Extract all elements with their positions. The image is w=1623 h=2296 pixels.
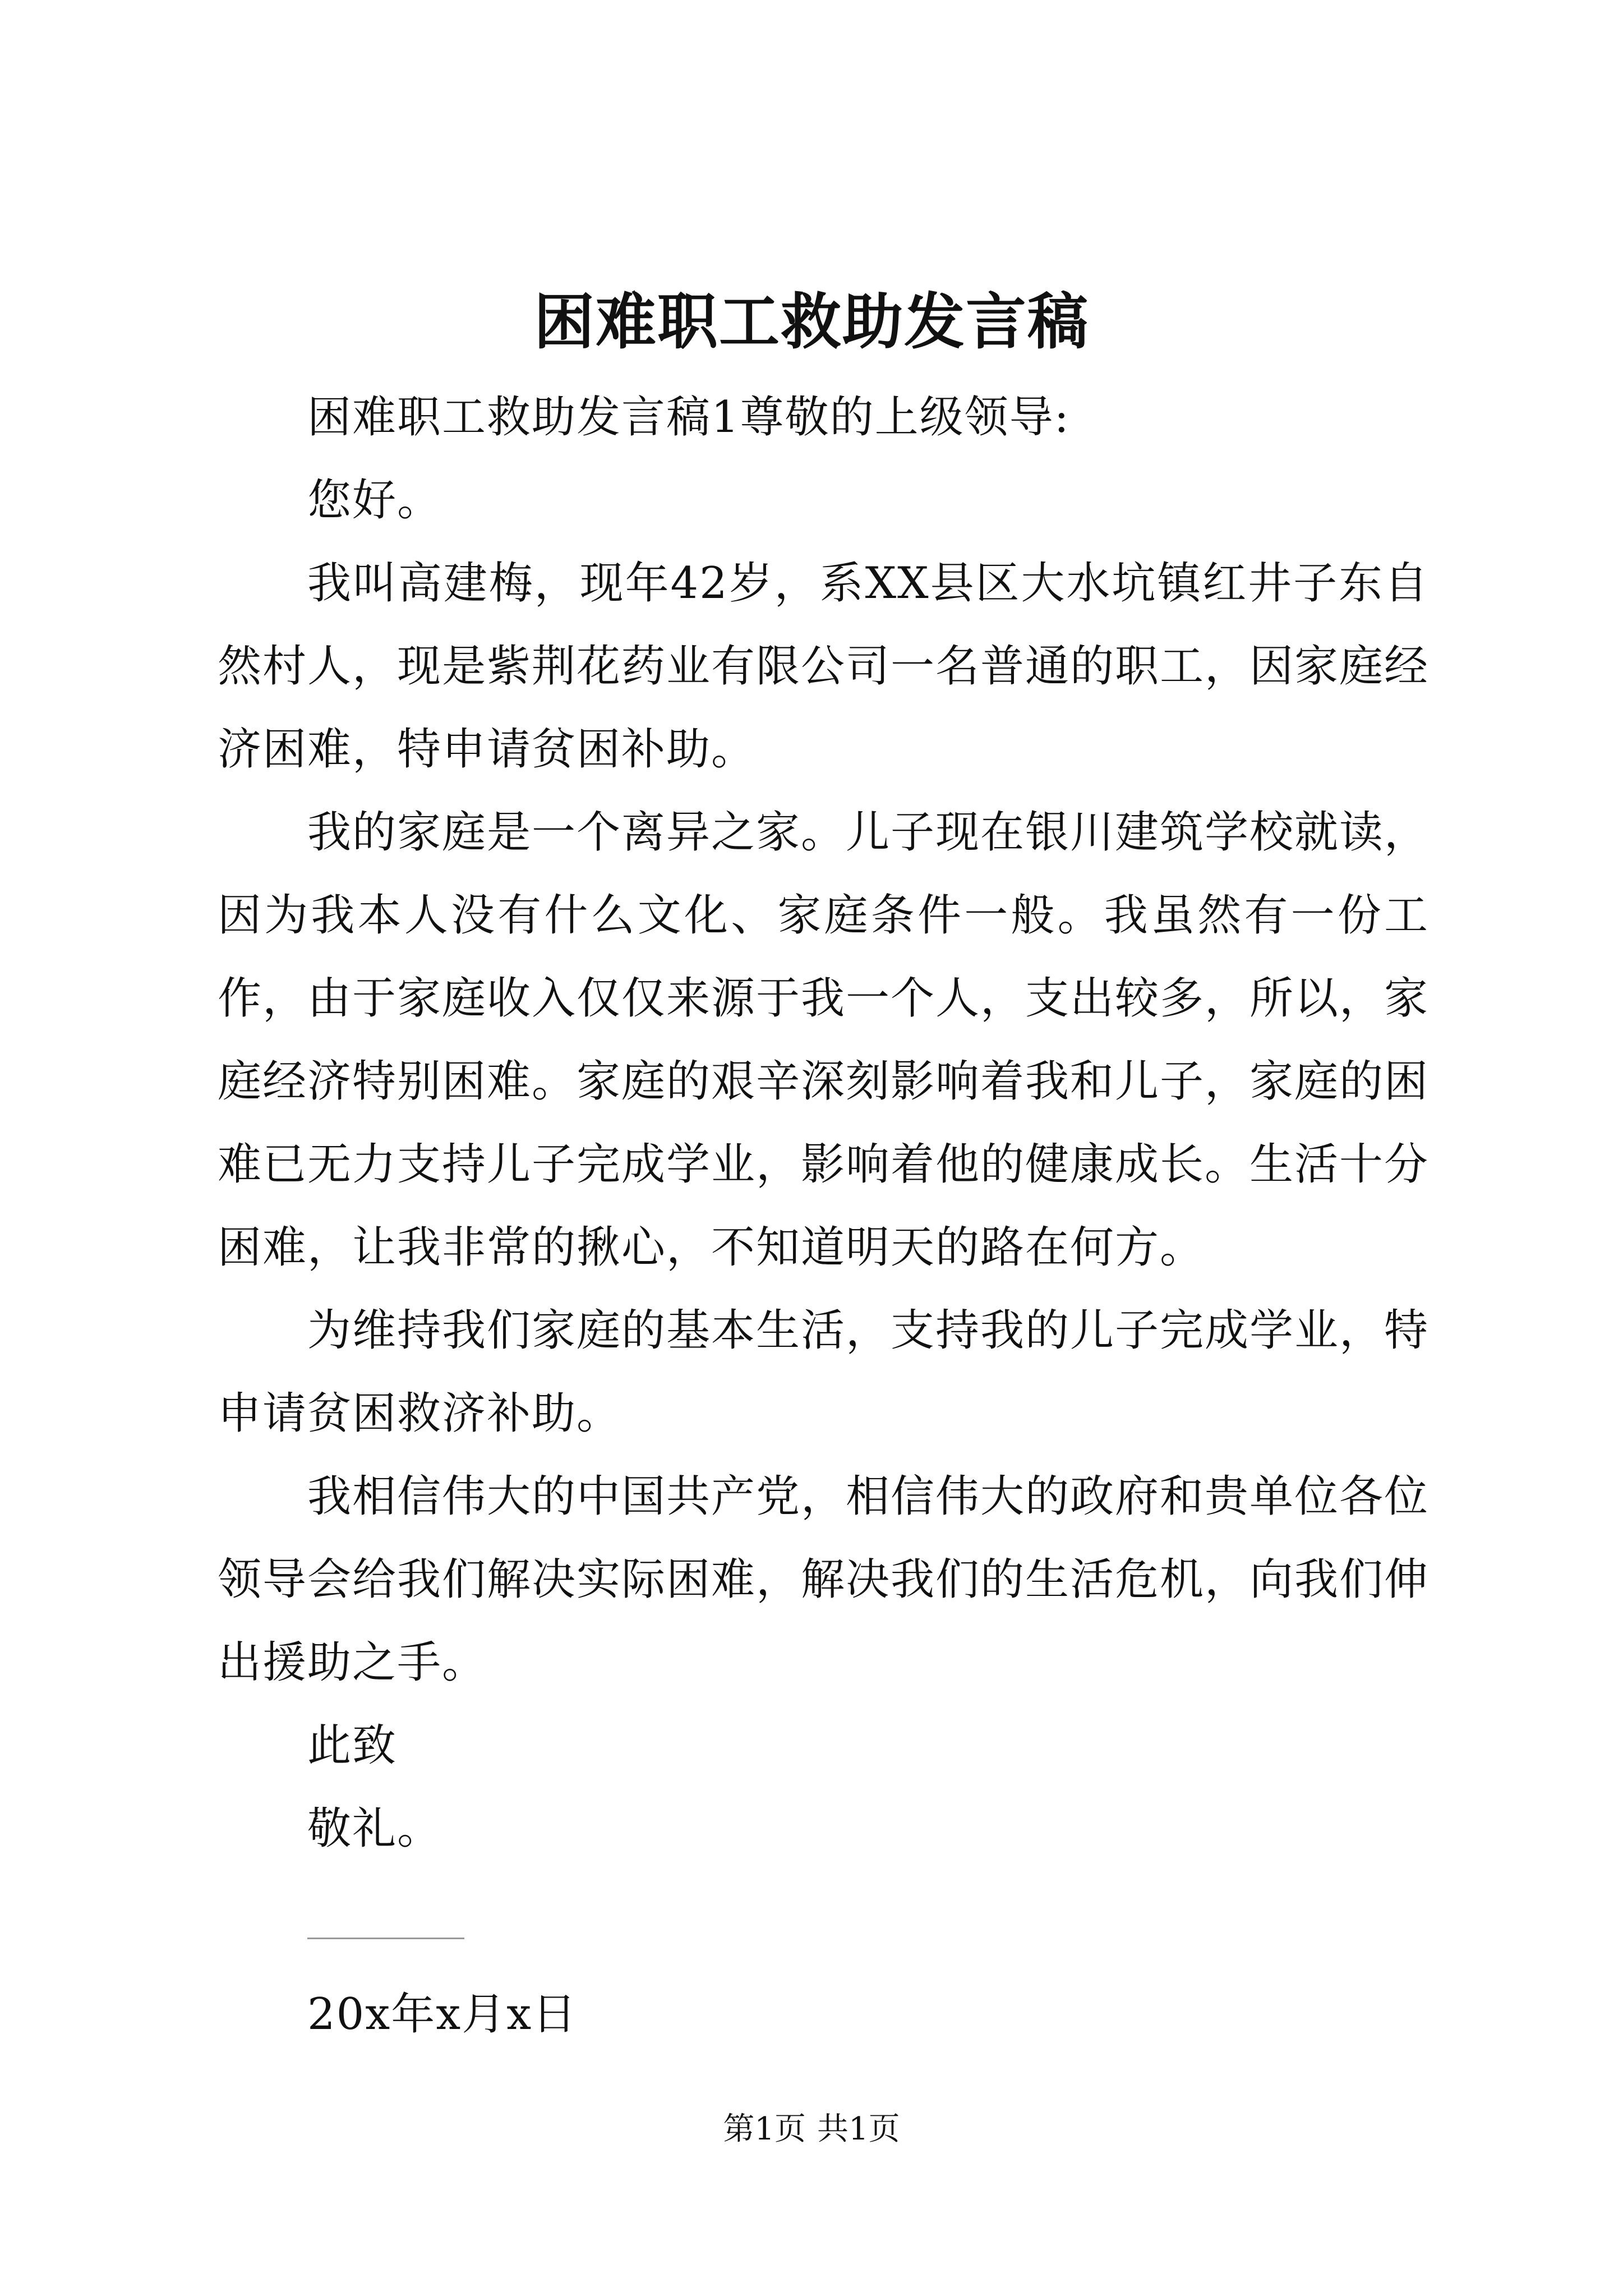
paragraph-request: 为维持我们家庭的基本生活，支持我的儿子完成学业，特申请贫困救济补助。 — [218, 1305, 1430, 1439]
page-number: 第1页 — [723, 2111, 806, 2147]
page-total: 共1页 — [817, 2111, 900, 2147]
paragraph-salutation-heading: 困难职工救助发言稿1尊敬的上级领导: — [307, 392, 1070, 443]
closing-line-2: 敬礼。 — [307, 1803, 442, 1854]
signature-line — [307, 1938, 464, 1939]
paragraph-trust: 我相信伟大的中国共产党，相信伟大的政府和贵单位各位领导会给我们解决实际困难，解决我们的生活危机，向我们伸出援助之手。 — [218, 1471, 1430, 1688]
paragraph-greeting: 您好。 — [307, 475, 442, 526]
document-body — [218, 376, 1429, 2056]
paragraph-introduction: 我叫高建梅，现年42岁，系XX县区大水坑镇红井子东自然村人，现是紫荆花药业有限公司一名普通的职工，因家庭经济困难，特申请贫困补助。 — [218, 558, 1430, 775]
paragraph-family-situation: 我的家庭是一个离异之家。儿子现在银川建筑学校就读，因为我本人没有什么文化、家庭条件一般。我虽然有一份工作，由于家庭收入仅仅来源于我一个人，支出较多，所以，家庭经济特别困难。家庭的艰辛深刻影响着我和儿子，家庭的困难已无力支持儿子完成学业，影响着他的健康成长。生活十分困难，让我非常的揪心，不知道明天的路在何方。 — [218, 807, 1430, 1273]
document-date: 20x年x月x日 — [307, 1989, 578, 2040]
page-footer — [0, 2110, 1623, 2148]
closing-line-1: 此致 — [307, 1720, 398, 1771]
document-title: 困难职工救助发言稿 — [533, 287, 1089, 357]
